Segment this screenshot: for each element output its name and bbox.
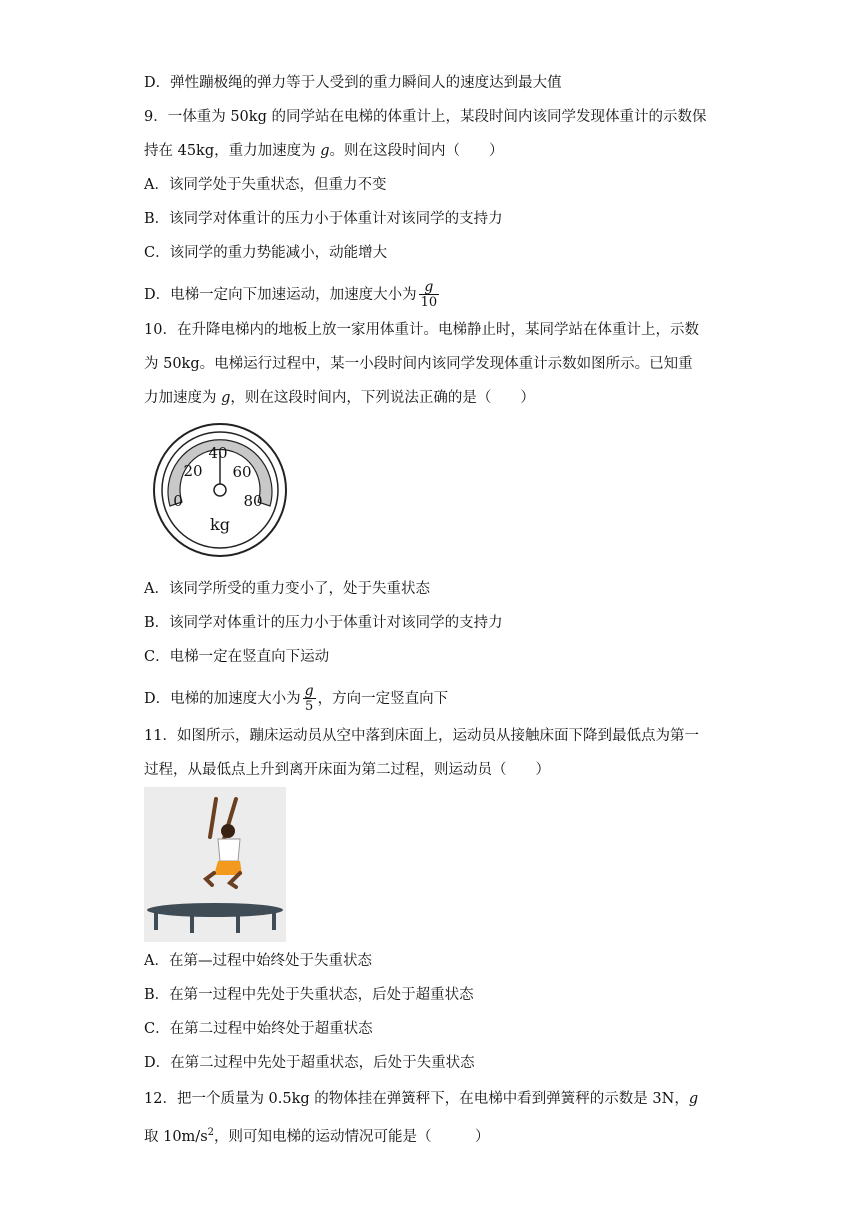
q11-option-d: D．在第二过程中先处于超重状态，后处于失重状态 [144,1055,475,1071]
q9-stem-line2: 持在 45kg，重力加速度为 g。则在这段时间内（ ） [144,143,504,159]
trampoline-athlete-figure [144,787,286,942]
q9-option-a: A．该同学处于失重状态，但重力不变 [144,177,387,193]
scale-tick-40: 40 [208,444,228,462]
q10-stem-line1: 10．在升降电梯内的地板上放一家用体重计。电梯静止时，某同学站在体重计上，示数 [144,322,699,338]
q8-option-d: D．弹性蹦极绳的弹力等于人受到的重力瞬间人的速度达到最大值 [144,75,562,91]
q9-stem-line1: 9．一体重为 50kg 的同学站在电梯的体重计上，某段时间内该同学发现体重计的示数保 [144,109,707,125]
q12-stem-line1: 12．把一个质量为 0.5kg 的物体挂在弹簧秤下，在电梯中看到弹簧秤的示数是 3N，g [144,1091,699,1107]
bathroom-scale-figure [150,420,290,560]
scale-pivot [214,484,226,496]
q11-option-b: B．在第一过程中先处于失重状态，后处于超重状态 [144,987,474,1003]
q11-option-a: A．在第—过程中始终处于失重状态 [144,953,372,969]
q10-option-b: B．该同学对体重计的压力小于体重计对该同学的支持力 [144,615,503,631]
q12-stem-line2: 取 $10m/s^2$，则可知电梯的运动情况可能是（ ） [144,1127,490,1145]
scale-unit-label: kg [210,515,230,534]
scale-tick-20: 20 [183,462,203,480]
fraction: $\frac{g}{10}$ [420,279,438,310]
q10-option-d: D．电梯的加速度大小为 $\frac{g}{5}$ ，方向一定竖直向下 [144,683,449,714]
scale-tick-80: 80 [243,492,263,510]
scale-tick-0: 0 [173,492,183,510]
q10-option-c: C．电梯一定在竖直向下运动 [144,649,330,665]
q9-option-d: D．电梯一定向下加速运动，加速度大小为 $\frac{g}{10}$ [144,279,438,310]
q10-option-a: A．该同学所受的重力变小了，处于失重状态 [144,581,430,597]
q11-stem-line1: 11．如图所示，蹦床运动员从空中落到床面上，运动员从接触床面下降到最低点为第一 [144,728,699,744]
q9-option-c: C．该同学的重力势能减小，动能增大 [144,245,388,261]
q11-option-c: C．在第二过程中始终处于超重状态 [144,1021,373,1037]
q10-stem-line3: 力加速度为 g，则在这段时间内，下列说法正确的是（ ） [144,390,535,406]
q11-stem-line2: 过程，从最低点上升到离开床面为第二过程，则运动员（ ） [144,762,550,778]
fraction: $\frac{g}{5}$ [304,683,314,714]
q9-option-b: B．该同学对体重计的压力小于体重计对该同学的支持力 [144,211,503,227]
scale-tick-60: 60 [232,463,252,481]
q10-stem-line2: 为 50kg。电梯运行过程中，某一小段时间内该同学发现体重计示数如图所示。已知重 [144,356,693,372]
